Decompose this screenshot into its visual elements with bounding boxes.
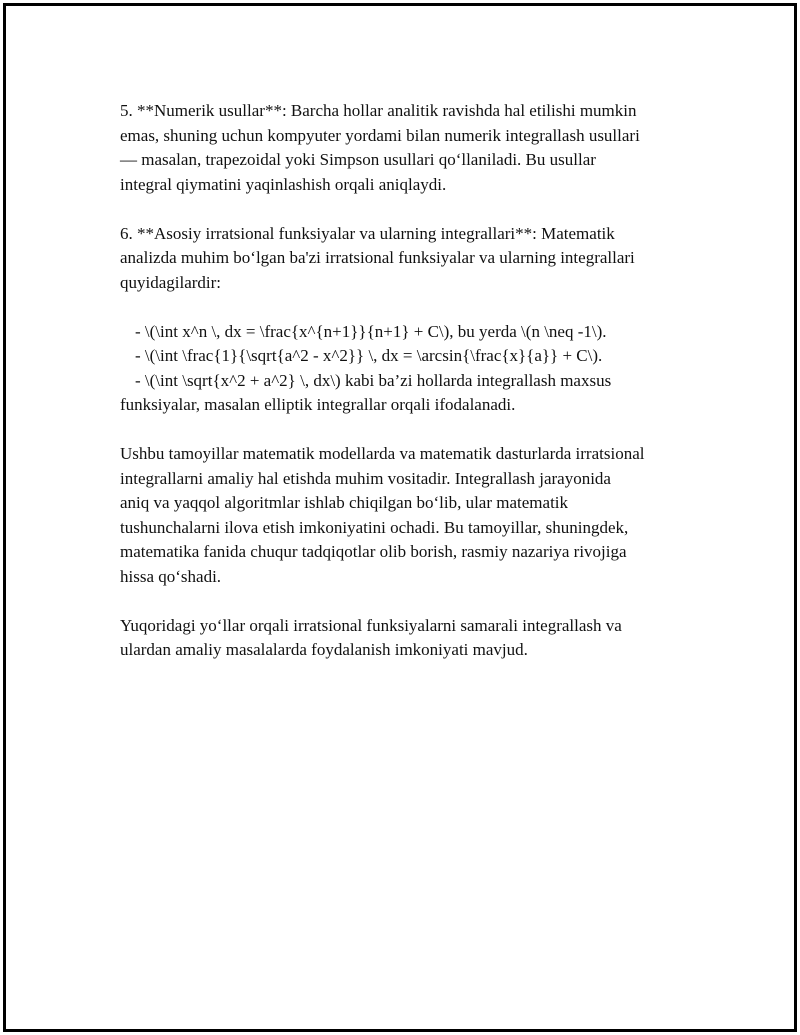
formula-item-power: - \(\int x^n \, dx = \frac{x^{n+1}}{n+1} + C\), bu yerda \(n \neq -1\). xyxy=(135,321,607,341)
formula-item-sqrt xyxy=(120,369,700,418)
paragraph-numerical-methods: 5. **Numerik usullar**: Barcha hollar analitik ravishda hal etilishi mumkin emas, shuning uchun kompyuter yordami bilan numerik integrallash usullari — masalan, trapezoidal yoki Simpson usullari qo‘llaniladi. Bu usullar integral qiymatini yaqinlashish orqali aniqlaydi. xyxy=(120,101,640,194)
formula-item-sqrt-line-2: funksiyalar, masalan elliptik integrallar orqali ifodalanadi. xyxy=(120,395,516,414)
paragraph-irrational-functions: 6. **Asosiy irratsional funksiyalar va ularning integrallari**: Matematik analizda muhim bo‘lgan ba'zi irratsional funksiyalar va ularning integrallari quyidagilardir: xyxy=(120,223,635,292)
page-frame xyxy=(3,3,797,1032)
formula-item-arcsin: - \(\int \frac{1}{\sqrt{a^2 - x^2}} \, dx = \arcsin{\frac{x}{a}} + C\). xyxy=(135,346,603,365)
formula-item-sqrt-line-1: - \(\int \sqrt{x^2 + a^2} \, dx\) kabi ba’zi hollarda integrallash maxsus xyxy=(135,370,612,390)
paragraph-summary: Ushbu tamoyillar matematik modellarda va matematik dasturlarda irratsional integrallarni amaliy hal etishda muhim vositadir. Integrallash jarayonida aniq va yaqqol algoritmlar ishlab chiqilgan bo‘lib, ular matematik tushunchalarni ilova etish imkoniyatini ochadi. Bu tamoyillar, shuningdek, matematika fanida chuqur tadqiqotlar olib borish, rasmiy nazariya rivojiga hissa qo‘shadi. xyxy=(120,444,645,586)
formula-list xyxy=(120,320,700,418)
document-body xyxy=(120,99,700,687)
paragraph-conclusion: Yuqoridagi yo‘llar orqali irratsional funksiyalarni samarali integrallash va ulardan amaliy masalalarda foydalanish imkoniyati mavjud. xyxy=(120,615,622,659)
